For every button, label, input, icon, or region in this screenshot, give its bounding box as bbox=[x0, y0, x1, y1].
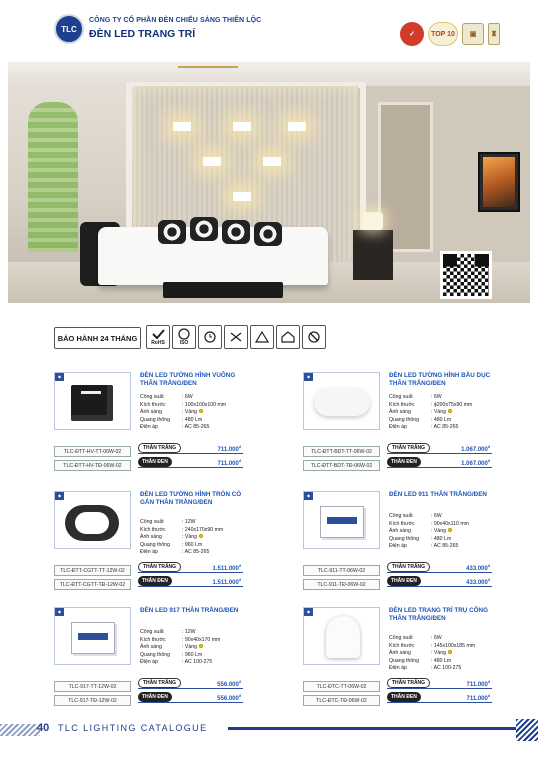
spec-value: : Vàng bbox=[182, 534, 197, 541]
product-code: TLC-ĐTT-HV-TT-06W-02 bbox=[54, 446, 131, 457]
variant-row bbox=[138, 562, 243, 573]
variant-row bbox=[387, 457, 492, 468]
pillow bbox=[158, 220, 186, 244]
spec-label: Quang thông bbox=[140, 651, 170, 658]
product-code: TLC-ĐTT-HV-TĐ-06W-02 bbox=[54, 460, 131, 471]
product-variants bbox=[138, 678, 243, 706]
spec-value: : 6W bbox=[431, 394, 442, 400]
product-codes bbox=[303, 565, 380, 590]
variant-label: THÂN ĐEN bbox=[387, 457, 421, 467]
price-value: 1.067.000 bbox=[461, 461, 488, 467]
spec-label: Công suất bbox=[389, 513, 413, 519]
spec-label: Công suất bbox=[389, 394, 413, 400]
variant-row bbox=[387, 692, 492, 703]
product-shape bbox=[320, 506, 364, 538]
variant-label: THÂN TRẮNG bbox=[138, 562, 181, 572]
product-codes bbox=[54, 681, 131, 706]
variant-price bbox=[467, 694, 491, 702]
product-card bbox=[303, 607, 491, 714]
variant-row bbox=[138, 457, 243, 468]
spec-value: : Vàng bbox=[431, 528, 446, 535]
product-image bbox=[303, 491, 380, 549]
spec-value: : 6W bbox=[431, 635, 442, 641]
award-badges bbox=[400, 22, 500, 46]
coffee-table bbox=[163, 282, 283, 298]
spec-label: Kích thước bbox=[140, 526, 166, 533]
variant-row bbox=[138, 692, 243, 703]
spec-row bbox=[140, 542, 223, 550]
price-value: 1.511.000 bbox=[212, 566, 239, 572]
spec-row bbox=[389, 528, 469, 536]
price-value: 711.000 bbox=[466, 696, 488, 702]
side-table bbox=[353, 230, 393, 280]
product-shape bbox=[65, 505, 119, 541]
price-value: 556.000 bbox=[217, 682, 239, 688]
spec-row bbox=[389, 635, 475, 643]
variant-label: THÂN TRẮNG bbox=[387, 443, 430, 453]
corner-tag-icon: ◆ bbox=[304, 608, 313, 616]
spec-value: : 90x40x170 mm bbox=[182, 636, 221, 643]
spec-label: Điện áp bbox=[140, 424, 158, 431]
price-value: 711.000 bbox=[217, 461, 239, 467]
spec-label: Kích thước bbox=[140, 401, 166, 408]
product-code: TLC-917-TT-12W-02 bbox=[54, 681, 131, 692]
product-code: TLC-911-TT-06W-02 bbox=[303, 565, 380, 576]
product-image bbox=[54, 372, 131, 430]
spec-row bbox=[140, 394, 226, 402]
certificate-award-icon: ▣ bbox=[462, 23, 484, 45]
spec-label: Ánh sáng bbox=[140, 409, 162, 416]
variant-label: THÂN ĐEN bbox=[138, 692, 172, 702]
product-code: TLC-ĐTC-TT-06W-02 bbox=[303, 681, 380, 692]
product-codes bbox=[303, 681, 380, 706]
wall-lamp bbox=[288, 122, 306, 131]
product-card bbox=[54, 607, 242, 714]
spec-label: Quang thông bbox=[389, 416, 419, 423]
table-lamp bbox=[363, 212, 383, 230]
product-variants bbox=[138, 562, 243, 590]
product-variants bbox=[387, 678, 492, 706]
spec-row bbox=[389, 409, 472, 417]
corner-tag-icon: ◆ bbox=[55, 608, 64, 616]
price-value: 433.000 bbox=[466, 566, 488, 572]
footer-rule bbox=[228, 727, 523, 730]
variant-price bbox=[467, 680, 491, 688]
spec-row bbox=[140, 534, 223, 542]
spec-label: Ánh sáng bbox=[389, 650, 411, 657]
spec-value: : 145x100x185 mm bbox=[431, 642, 476, 649]
variant-row bbox=[387, 562, 492, 573]
spec-value: : ϕ200x75x90 mm bbox=[431, 401, 473, 408]
product-codes bbox=[303, 446, 380, 471]
corner-tag-icon: ◆ bbox=[304, 492, 313, 500]
spec-value: : AC 85-265 bbox=[182, 424, 210, 431]
qr-code[interactable] bbox=[440, 251, 492, 299]
product-shape bbox=[314, 388, 370, 416]
spec-value: : 12W bbox=[182, 629, 196, 635]
variant-label: THÂN TRẮNG bbox=[138, 443, 181, 453]
variant-price bbox=[218, 445, 242, 453]
variant-price bbox=[218, 459, 242, 467]
currency-mark: đ bbox=[238, 694, 241, 698]
quality-award-icon: ✓ bbox=[400, 22, 424, 46]
certification-label: RoHS bbox=[151, 340, 165, 346]
product-codes bbox=[54, 446, 131, 471]
spec-row bbox=[140, 549, 223, 557]
price-value: 556.000 bbox=[217, 696, 239, 702]
wall-lamp bbox=[233, 122, 251, 131]
product-variants bbox=[138, 443, 243, 471]
spec-row bbox=[389, 394, 472, 402]
spec-label: Quang thông bbox=[389, 535, 419, 542]
chandelier bbox=[178, 66, 238, 82]
spec-value: : AC 85-265 bbox=[431, 543, 459, 550]
page-footer bbox=[33, 719, 538, 741]
spec-value: : Vàng bbox=[182, 409, 197, 416]
spec-label: Điện áp bbox=[140, 659, 158, 666]
product-variants bbox=[387, 562, 492, 590]
spec-row bbox=[140, 629, 220, 637]
pillow bbox=[254, 222, 282, 246]
product-specs bbox=[389, 635, 475, 673]
pillow bbox=[190, 217, 218, 241]
product-name: ĐÈN LED TƯỜNG HÌNH VUÔNG THÂN TRẮNG/ĐEN bbox=[140, 372, 236, 387]
energy-saving-icon bbox=[250, 325, 274, 349]
spec-value: : 100x100x100 mm bbox=[182, 401, 227, 408]
currency-mark: đ bbox=[487, 578, 490, 582]
product-code: TLC-ĐTT-CGTT-TĐ-12W-02 bbox=[54, 579, 131, 590]
variant-row bbox=[387, 576, 492, 587]
variant-row bbox=[138, 576, 243, 587]
variant-label: THÂN ĐEN bbox=[387, 576, 421, 586]
wall-lamp bbox=[173, 122, 191, 131]
spec-value: : 480 Lm bbox=[431, 535, 452, 542]
top10-award-icon: TOP 10 bbox=[428, 22, 458, 46]
currency-mark: đ bbox=[238, 564, 241, 568]
spec-label: Quang thông bbox=[389, 657, 419, 664]
spec-value: : 960 Lm bbox=[182, 541, 203, 548]
television bbox=[478, 152, 520, 212]
page-number: 40 bbox=[37, 722, 50, 734]
corner-tag-icon: ◆ bbox=[55, 492, 64, 500]
spec-row bbox=[389, 513, 469, 521]
currency-mark: đ bbox=[487, 694, 490, 698]
product-card bbox=[303, 491, 491, 598]
product-image bbox=[54, 607, 131, 665]
currency-mark: đ bbox=[238, 680, 241, 684]
warm-light-icon bbox=[199, 534, 203, 538]
variant-label: THÂN TRẮNG bbox=[387, 678, 430, 688]
warranty-clock-icon bbox=[198, 325, 222, 349]
spec-row bbox=[389, 543, 469, 551]
spec-row bbox=[389, 650, 475, 658]
warranty-badge: BẢO HÀNH 24 THÁNG bbox=[54, 327, 141, 349]
spec-label: Ánh sáng bbox=[389, 528, 411, 535]
product-code: TLC-ĐTT-BDT-TĐ-06W-02 bbox=[303, 460, 380, 471]
product-shape bbox=[71, 385, 113, 421]
page-header bbox=[0, 0, 538, 62]
variant-label: THÂN ĐEN bbox=[138, 576, 172, 586]
spec-label: Kích thước bbox=[389, 520, 415, 527]
product-name: ĐÈN LED 917 THÂN TRẮNG/ĐEN bbox=[140, 607, 239, 614]
product-specs bbox=[140, 629, 220, 667]
warm-light-icon bbox=[448, 528, 452, 532]
spec-value: : AC 100-275 bbox=[182, 659, 213, 666]
product-codes bbox=[54, 565, 131, 590]
spec-row bbox=[140, 519, 223, 527]
product-name: ĐÈN LED 911 THÂN TRẮNG/ĐEN bbox=[389, 491, 487, 498]
spec-value: : 12W bbox=[182, 519, 196, 525]
product-image bbox=[303, 607, 380, 665]
variant-price bbox=[466, 564, 490, 572]
variant-row bbox=[138, 678, 243, 689]
spec-label: Quang thông bbox=[140, 541, 170, 548]
product-card bbox=[54, 372, 242, 479]
interior-room-photo bbox=[8, 62, 530, 303]
currency-mark: đ bbox=[487, 445, 490, 449]
product-card bbox=[54, 491, 242, 598]
spec-row bbox=[389, 658, 475, 666]
variant-price bbox=[461, 445, 490, 453]
spec-value: : 6W bbox=[431, 513, 442, 519]
currency-mark: đ bbox=[238, 578, 241, 582]
spec-label: Ánh sáng bbox=[389, 409, 411, 416]
pillow bbox=[222, 220, 250, 244]
spec-label: Điện áp bbox=[140, 549, 158, 556]
spec-label: Ánh sáng bbox=[140, 644, 162, 651]
spec-value: : AC 85-265 bbox=[431, 424, 459, 431]
indoor-house-icon bbox=[276, 325, 300, 349]
rohs-check-icon bbox=[146, 325, 170, 349]
product-shape bbox=[326, 616, 360, 658]
product-code: TLC-911-TĐ-06W-02 bbox=[303, 579, 380, 590]
spec-row bbox=[389, 424, 472, 432]
wall-lamp bbox=[263, 157, 281, 166]
product-variants bbox=[387, 443, 492, 471]
variant-label: THÂN TRẮNG bbox=[138, 678, 181, 688]
product-specs bbox=[140, 519, 223, 557]
spec-value: : 480 Lm bbox=[431, 657, 452, 664]
spec-value: : AC 100-275 bbox=[431, 665, 462, 672]
spec-row bbox=[140, 652, 220, 660]
spec-label: Điện áp bbox=[389, 543, 407, 550]
certification-label: ISO bbox=[179, 340, 189, 346]
variant-row bbox=[387, 443, 492, 454]
spec-label: Kích thước bbox=[389, 401, 415, 408]
price-value: 711.000 bbox=[466, 682, 488, 688]
spec-label: Quang thông bbox=[140, 416, 170, 423]
wall-lamp bbox=[203, 157, 221, 166]
currency-mark: đ bbox=[487, 680, 490, 684]
spec-row bbox=[140, 424, 226, 432]
warm-light-icon bbox=[448, 409, 452, 413]
company-logo: TLC bbox=[54, 14, 84, 44]
price-value: 1.067.000 bbox=[461, 447, 488, 453]
product-code: TLC-ĐTT-CGTT-TT-12W-02 bbox=[54, 565, 131, 576]
spec-value: : Vàng bbox=[182, 644, 197, 651]
corner-tag-icon: ◆ bbox=[55, 373, 64, 381]
certification-icons bbox=[146, 325, 326, 349]
spec-label: Công suất bbox=[140, 394, 164, 400]
variant-price bbox=[217, 680, 241, 688]
footer-stripe bbox=[516, 719, 538, 741]
product-image bbox=[54, 491, 131, 549]
trophy-award-icon: ♜ bbox=[488, 23, 500, 45]
variant-label: THÂN ĐEN bbox=[138, 457, 172, 467]
spec-row bbox=[140, 644, 220, 652]
variant-price bbox=[461, 459, 490, 467]
product-name: ĐÈN LED TƯỜNG HÌNH BẦU DỤC THÂN TRẮNG/ĐEN bbox=[389, 372, 491, 387]
spec-row bbox=[389, 536, 469, 544]
product-shape bbox=[71, 622, 115, 654]
variant-label: THÂN TRẮNG bbox=[387, 562, 430, 572]
currency-mark: đ bbox=[487, 459, 490, 463]
catalogue-label: TLC LIGHTING CATALOGUE bbox=[58, 723, 208, 733]
product-name: ĐÈN LED TƯỜNG HÌNH TRÒN CÓ GẮN THÂN TRẮNG/ĐEN bbox=[140, 491, 242, 506]
page-title: ĐÈN LED TRANG TRÍ bbox=[89, 28, 196, 40]
wall-lamp bbox=[233, 192, 251, 201]
variant-price bbox=[212, 564, 241, 572]
spec-value: : 240x170x90 mm bbox=[182, 526, 224, 533]
product-code: TLC-917-TĐ-12W-02 bbox=[54, 695, 131, 706]
currency-mark: đ bbox=[238, 459, 241, 463]
spec-value: : Vàng bbox=[431, 650, 446, 657]
spec-value: : 960 Lm bbox=[182, 651, 203, 658]
price-value: 1.511.000 bbox=[212, 580, 239, 586]
spec-label: Kích thước bbox=[389, 642, 415, 649]
product-card bbox=[303, 372, 491, 479]
spec-row bbox=[140, 659, 220, 667]
price-value: 711.000 bbox=[217, 447, 239, 453]
spec-label: Công suất bbox=[389, 635, 413, 641]
spec-row bbox=[389, 665, 475, 673]
price-value: 433.000 bbox=[466, 580, 488, 586]
spec-value: : 480 Lm bbox=[431, 416, 452, 423]
iso-icon bbox=[172, 325, 196, 349]
variant-label: THÂN ĐEN bbox=[387, 692, 421, 702]
corner-tag-icon: ◆ bbox=[304, 373, 313, 381]
variant-price bbox=[466, 578, 490, 586]
no-mercury-icon bbox=[302, 325, 326, 349]
spec-row bbox=[389, 417, 472, 425]
spec-label: Công suất bbox=[140, 629, 164, 635]
spec-label: Ánh sáng bbox=[140, 534, 162, 541]
variant-row bbox=[138, 443, 243, 454]
variant-row bbox=[387, 678, 492, 689]
variant-price bbox=[212, 578, 241, 586]
company-name: CÔNG TY CỔ PHẦN ĐÈN CHIẾU SÁNG THIÊN LỘC bbox=[89, 17, 262, 24]
spec-value: : 480 Lm bbox=[182, 416, 203, 423]
product-specs bbox=[140, 394, 226, 432]
warm-light-icon bbox=[448, 650, 452, 654]
spec-value: : 6W bbox=[182, 394, 193, 400]
spec-label: Công suất bbox=[140, 519, 164, 525]
spec-value: : 90x40x110 mm bbox=[431, 520, 469, 527]
bamboo-plant bbox=[28, 102, 78, 252]
currency-mark: đ bbox=[238, 445, 241, 449]
product-code: TLC-ĐTC-TĐ-06W-02 bbox=[303, 695, 380, 706]
currency-mark: đ bbox=[487, 564, 490, 568]
product-image bbox=[303, 372, 380, 430]
spec-row bbox=[140, 409, 226, 417]
no-uv-icon bbox=[224, 325, 248, 349]
product-code: TLC-ĐTT-BDT-TT-06W-02 bbox=[303, 446, 380, 457]
spec-label: Điện áp bbox=[389, 665, 407, 672]
product-specs bbox=[389, 394, 472, 432]
spec-label: Điện áp bbox=[389, 424, 407, 431]
product-specs bbox=[389, 513, 469, 551]
spec-label: Kích thước bbox=[140, 636, 166, 643]
spec-value: : Vàng bbox=[431, 409, 446, 416]
product-name: ĐÈN LED TRANG TRÍ TRỤ CỔNG THÂN TRẮNG/ĐEN bbox=[389, 607, 488, 622]
warm-light-icon bbox=[199, 644, 203, 648]
variant-price bbox=[217, 694, 241, 702]
spec-row bbox=[140, 417, 226, 425]
spec-value: : AC 85-265 bbox=[182, 549, 210, 556]
warm-light-icon bbox=[199, 409, 203, 413]
